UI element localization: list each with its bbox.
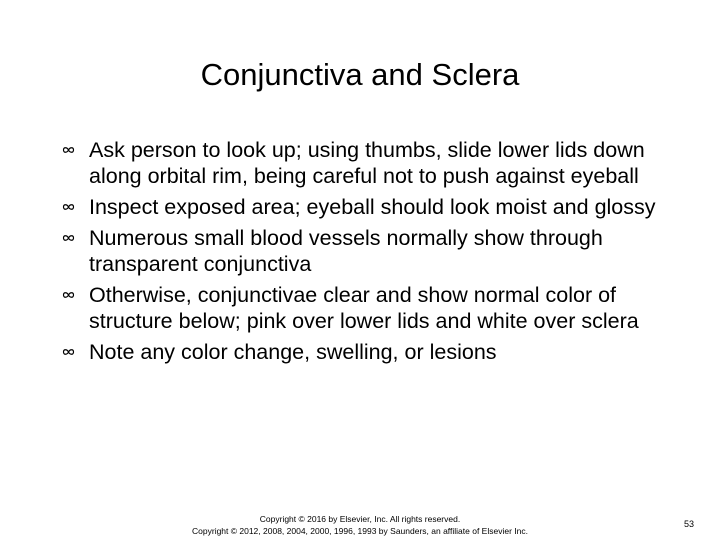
bullet-text: Ask person to look up; using thumbs, slide lower lids down along orbital rim, being careful not to push against eyeball [89,138,645,188]
copyright-line: Copyright © 2016 by Elsevier, Inc. All rights reserved. [259,514,461,524]
infinity-bullet-icon [62,290,75,300]
slide-title: Conjunctiva and Sclera [200,57,520,92]
page-number: 53 [684,519,695,529]
bullet-list [62,137,672,365]
infinity-bullet-icon [62,347,75,357]
bullet-text: Otherwise, conjunctivae clear and show normal color of structure below; pink over lower lids and white over sclera [89,283,639,333]
footer-copyright [150,513,570,537]
bullet-text: Inspect exposed area; eyeball should look moist and glossy [89,195,656,219]
infinity-bullet-icon [62,202,75,212]
infinity-bullet-icon [62,233,75,243]
bullet-item [62,282,672,334]
bullet-item [62,225,672,277]
bullet-item [62,339,672,365]
infinity-bullet-icon [62,145,75,155]
bullet-text: Numerous small blood vessels normally show through transparent conjunctiva [89,226,603,276]
copyright-line: Copyright © 2012, 2008, 2004, 2000, 1996, 1993 by Saunders, an affiliate of Elsevier Inc. [192,526,528,536]
bullet-text: Note any color change, swelling, or lesions [89,340,497,364]
bullet-item [62,194,672,220]
bullet-item [62,137,672,189]
